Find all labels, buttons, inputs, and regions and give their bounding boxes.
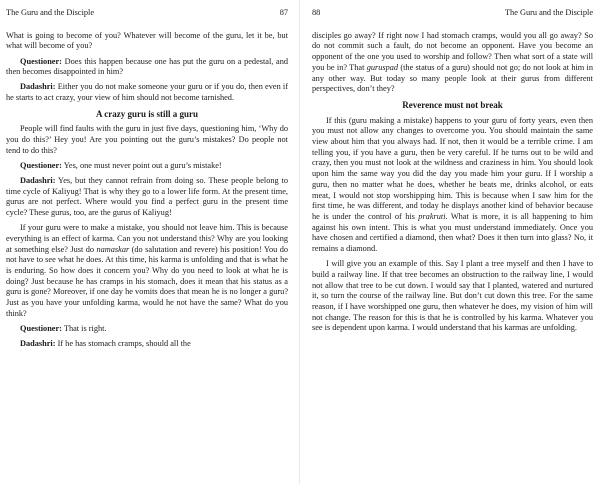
right-header-title: The Guru and the Disciple	[504, 8, 593, 17]
paragraph: disciples go away? If right now I had stomach cramps, would you all go away? So do not commit such a fault, do not become an opponent. Have you become an opponent of the one you used to worship and follow? Then what sort of a state will you be in? That guruspad (the status of a guru) should not go; do not look at him in any other way. But today so many people look at their gurus from different perspectives, don’t they?	[312, 30, 593, 94]
paragraph: People will find faults with the guru in just five days, questioning him, ‘Why do you do this?’ Hey you! Are you pointing out the guru’s mistakes? Do people not tend to do this?	[6, 124, 288, 155]
speaker-label: Questioner:	[20, 160, 62, 170]
speaker-label: Dadashri:	[20, 339, 56, 349]
speaker-label: Dadashri:	[20, 82, 56, 92]
paragraph: Dadashri: If he has stomach cramps, should all the	[20, 339, 191, 349]
paragraph: Questioner: That is right.	[20, 323, 107, 333]
left-page-number: 87	[279, 8, 288, 17]
paragraph: If this (guru making a mistake) happens to your guru of forty years, even then you must not allow any changes to overcome you. You should maintain the same view about him that you always had. If not, then it would be a terrible crime. I am telling you, if you have a guru, then be very careful. If he turns out to be wild and crazy, then you must not look at the wildness and craziness in him. You should look upon him the same way you did the day you made him your guru. If I worship a guru, then no matter what he does, whether he beats me, drinks alcohol, or eats meat, I would not stop worshipping him. This is because when I saw him for the first time, he was different, and today he displays another kind of behavior because he is under the control of his prakruti. What is more, it is all happening to him against his own intent. This is what you must understand immediately. Once you have chosen and certified a diamond, then what? Does it then turn into glass? No, it remains a diamond.	[312, 115, 594, 254]
left-page-header	[6, 8, 288, 19]
paragraph: What is going to become of you? Whatever will become of the guru, let it be, but what will become of you?	[6, 30, 288, 51]
paragraph: I will give you an example of this. Say I plant a tree myself and then I have to build a railway line. If that tree becomes an obstruction to the railway line, I would not allow that tree to be cut down. I would say that I planted, watered and nurtured it, so turn the course of the railway line. But don’t cut down this tree. For the same reason, if I have worshipped one guru, then whatever he does, my vision of him will not change. The reason for this is that he is controlled by his karma. Whatever you see is dependent upon karma. I would understand that his karmas are unfolding.	[312, 259, 593, 333]
left-header-title: The Guru and the Disciple	[6, 8, 95, 17]
section-heading: Reverence must not break	[402, 99, 503, 110]
right-page	[300, 0, 599, 484]
section-heading: A crazy guru is still a guru	[95, 108, 198, 119]
right-page-header	[312, 8, 593, 19]
speaker-label: Questioner:	[20, 323, 62, 333]
right-page-number: 88	[312, 8, 321, 17]
speaker-label: Questioner:	[20, 56, 62, 66]
paragraph: Questioner: Yes, one must never point out a guru’s mistake!	[20, 160, 222, 170]
paragraph: Dadashri: Yes, but they cannot refrain from doing so. These people belong to time cycle of Kaliyug! That is why they go to a lower life form. At the present time, gurus are not perfect. Where would you find a perfect guru in the present time cycle? These gurus, too, are the gurus of Kaliyug!	[6, 176, 288, 218]
paragraph: If your guru were to make a mistake, you should not leave him. This is because everything is an effect of karma. Can you not understand this? Why are you looking at something else? Just do namaskar (do salutation and revere) his position! You do not have to see what he does. At this time, his karma is unfolding and that is what he is enduring. So how does it concern you? Why do you need to look at what he is doing? Just because he has cramps in his stomach, does it mean that his status as a guru is gone? Moreover, if one day he vomits does that mean he is no longer a guru? Just as you have your unfolding karma, would he not have the same? What do you think?	[6, 223, 288, 318]
paragraph: Questioner: Does this happen because one has put the guru on a pedestal, and then becomes disappointed in him?	[6, 56, 288, 77]
paragraph: Dadashri: Either you do not make someone your guru or if you do, then even if he starts to act crazy, your view of him should not become tarnished.	[6, 82, 289, 102]
speaker-label: Dadashri:	[20, 176, 56, 185]
